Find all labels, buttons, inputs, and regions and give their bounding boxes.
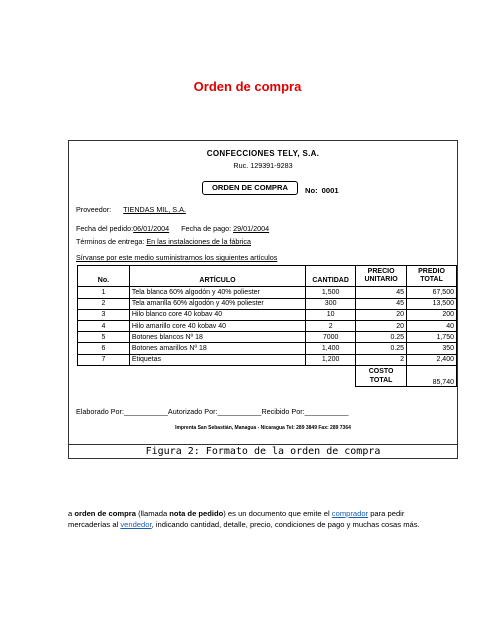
total-blank — [306, 365, 356, 386]
total-blank — [78, 365, 130, 386]
order-date-label: Fecha del pedido: — [76, 224, 134, 233]
row-total: 13,500 — [407, 298, 457, 309]
vendedor-link[interactable]: vendedor — [120, 520, 152, 529]
items-table — [77, 265, 457, 387]
row-item: Etiquetas — [129, 354, 305, 365]
total-blank — [129, 365, 305, 386]
row-total: 40 — [407, 320, 457, 331]
para-bold-term: nota de pedido — [169, 509, 224, 518]
received-by: Recibido Por:___________ — [261, 407, 349, 416]
header-no-label: No. — [78, 276, 130, 287]
row-price: 45 — [356, 287, 407, 298]
table-row — [78, 332, 457, 343]
table-row — [78, 343, 457, 354]
figure-caption: Figura 2: Formato de la orden de compra — [68, 445, 458, 459]
row-total: 200 — [407, 309, 457, 320]
row-qty: 7000 — [306, 332, 356, 343]
para-text: ) es un documento que emite el — [223, 509, 332, 518]
row-total: 2,400 — [407, 354, 457, 365]
printer-line: Imprenta San Sebastián, Managua - Nicaragua Tel: 289 3849 Fax: 289 7364 — [175, 425, 351, 431]
row-price: 20 — [356, 309, 407, 320]
row-qty: 1,200 — [306, 354, 356, 365]
cost-total-label: COSTO TOTAL — [356, 365, 407, 386]
table-row — [78, 298, 457, 309]
row-qty: 10 — [306, 309, 356, 320]
para-bold-term: orden de compra — [74, 509, 136, 518]
page-heading: Orden de compra — [193, 79, 302, 94]
header-no — [78, 266, 130, 277]
total-row — [78, 365, 457, 386]
row-price: 0.25 — [356, 343, 407, 354]
delivery-line — [76, 237, 251, 246]
delivery-value: En las instalaciones de la fábrica — [146, 237, 252, 246]
row-price: 0.25 — [356, 332, 407, 343]
header-cantidad: CANTIDAD — [306, 276, 356, 287]
para-text: a — [68, 509, 75, 518]
row-price: 20 — [356, 320, 407, 331]
supplier-value: TIENDAS MIL, S.A. — [123, 205, 186, 214]
row-item: Botones amarillos Nº 18 — [129, 343, 305, 354]
row-qty: 1,400 — [306, 343, 356, 354]
row-no: 4 — [78, 320, 130, 331]
row-no: 2 — [78, 298, 130, 309]
row-item: Tela blanca 60% algodón y 40% poliester — [129, 287, 305, 298]
row-no: 6 — [78, 343, 130, 354]
payment-date-value: 29/01/2004 — [233, 224, 270, 233]
order-number-value: 0001 — [321, 186, 339, 195]
header-articulo: ARTÍCULO — [129, 276, 305, 287]
header-total: PREDIO TOTAL — [407, 266, 457, 287]
row-price: 2 — [356, 354, 407, 365]
company-ruc: Ruc. 129391-9283 — [233, 161, 293, 170]
para-text: (llamada — [135, 509, 170, 518]
row-qty: 300 — [306, 298, 356, 309]
header-articulo-spacer — [129, 266, 305, 277]
row-qty: 2 — [306, 320, 356, 331]
delivery-label: Términos de entrega: — [76, 237, 145, 246]
company-name: CONFECCIONES TELY, S.A. — [206, 149, 320, 158]
supplier-label: Proveedor: — [76, 205, 112, 214]
signature-line — [76, 407, 349, 416]
payment-date-label: Fecha de pago: — [181, 224, 232, 233]
order-title-box: ORDEN DE COMPRA — [202, 181, 298, 195]
row-no: 7 — [78, 354, 130, 365]
header-precio: PRECIO UNITARIO — [356, 266, 407, 287]
row-item: Botones blancos Nº 18 — [129, 332, 305, 343]
table-header-row — [78, 266, 457, 277]
order-number — [305, 186, 339, 195]
header-cantidad-spacer — [306, 266, 356, 277]
table-row — [78, 354, 457, 365]
row-item: Hilo blanco core 40 kobav 40 — [129, 309, 305, 320]
supplier-line — [76, 205, 186, 214]
request-text: Sírvanse por este medio suministrarnos los siguientes artículos — [76, 253, 278, 262]
purchase-order-form — [68, 140, 458, 445]
row-item: Hilo amarillo core 40 kobav 40 — [129, 320, 305, 331]
description-paragraph — [68, 508, 438, 530]
row-no: 5 — [78, 332, 130, 343]
comprador-link[interactable]: comprador — [331, 509, 369, 518]
para-text: , indicando cantidad, detalle, precio, condiciones de pago y muchas cosas más. — [151, 520, 420, 529]
cost-total-value: 85,740 — [407, 365, 457, 386]
order-date-value: 06/01/2004 — [133, 224, 170, 233]
authorized-by: Autorizado Por:___________ — [167, 407, 262, 416]
row-item: Tela amarilla 60% algodón y 40% poliester — [129, 298, 305, 309]
row-price: 45 — [356, 298, 407, 309]
row-no: 3 — [78, 309, 130, 320]
dates-line — [76, 224, 269, 233]
row-total: 350 — [407, 343, 457, 354]
table-row — [78, 320, 457, 331]
row-no: 1 — [78, 287, 130, 298]
row-total: 67,500 — [407, 287, 457, 298]
para-text: para pedir mercaderías al — [68, 509, 405, 529]
table-row — [78, 309, 457, 320]
row-total: 1,750 — [407, 332, 457, 343]
row-qty: 1,500 — [306, 287, 356, 298]
table-row — [78, 287, 457, 298]
order-number-label: No: — [305, 186, 318, 195]
prepared-by: Elaborado Por:___________ — [76, 407, 168, 416]
